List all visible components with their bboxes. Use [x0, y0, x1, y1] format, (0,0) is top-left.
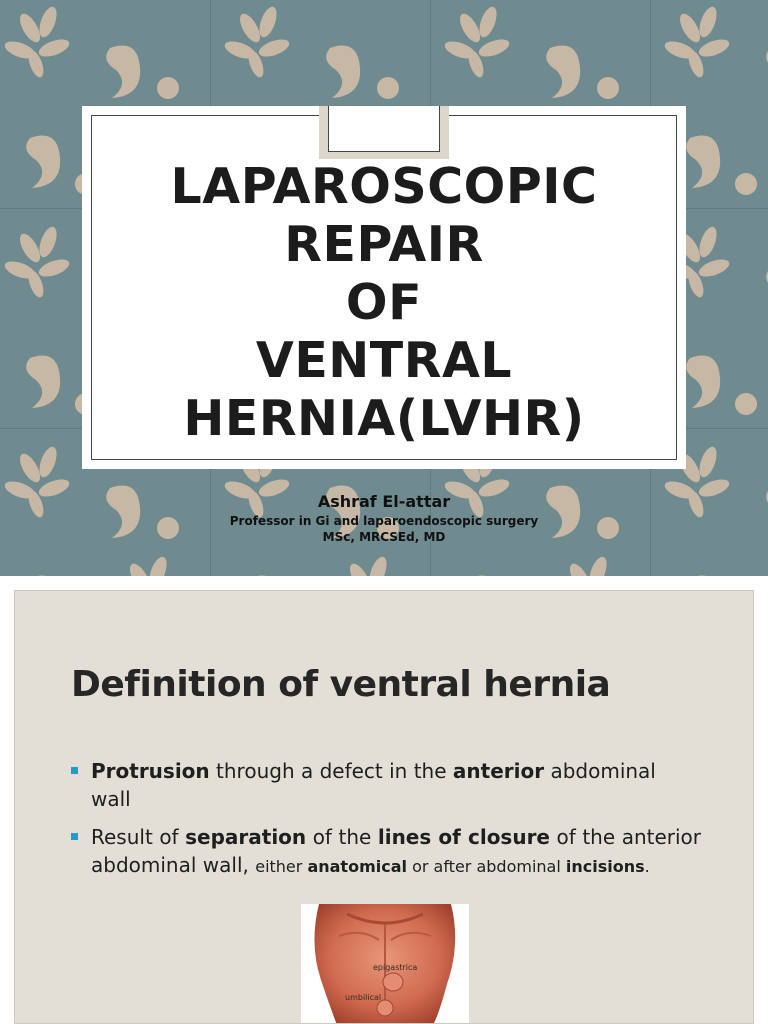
bold-term: anatomical [307, 857, 407, 876]
bold-term: separation [185, 825, 307, 849]
author-name: Ashraf El-attar [317, 492, 451, 511]
author-block [0, 491, 768, 545]
bullet-text-segment: of the [306, 825, 378, 849]
bullet-text [91, 823, 701, 881]
bullet-text [91, 757, 701, 813]
author-title: Professor in Gi and laparoendoscopic surgery [229, 514, 539, 528]
bold-term: incisions [565, 857, 645, 876]
bold-term: Protrusion [91, 759, 210, 783]
bullet-text-segment: abdominal wall [91, 759, 656, 811]
title-tab-decoration [319, 106, 449, 159]
bullet-item-protrusion [71, 757, 701, 813]
author-degrees: MSc, MRCSEd, MD [322, 530, 446, 544]
presentation-title: LAPAROSCOPIC REPAIR OF VENTRAL HERNIA(LVHR) [170, 158, 598, 447]
bullet-item-result [71, 823, 701, 881]
bullet-square-icon [71, 833, 78, 840]
label-umbilical: umbilical [345, 993, 382, 1002]
bullet-text-segment: through a defect in the [209, 759, 453, 783]
bold-term: lines of closure [377, 825, 551, 849]
bullet-text-segment: . [644, 857, 650, 876]
label-epigastrica: epigastrica [373, 963, 418, 972]
bullet-text-segment: of the anterior abdominal wall, [91, 825, 702, 877]
bullet-text-segment: either [255, 857, 308, 876]
title-tab-inner [328, 106, 440, 152]
bullet-square-icon [71, 767, 78, 774]
bold-term: anterior [452, 759, 545, 783]
bullet-text-segment: Result of [91, 825, 186, 849]
slide-heading: Definition of ventral hernia [71, 664, 611, 705]
definition-slide [14, 590, 754, 1024]
bullet-text-segment: or after abdominal [406, 857, 566, 876]
abdomen-hernia-image [301, 904, 469, 1024]
